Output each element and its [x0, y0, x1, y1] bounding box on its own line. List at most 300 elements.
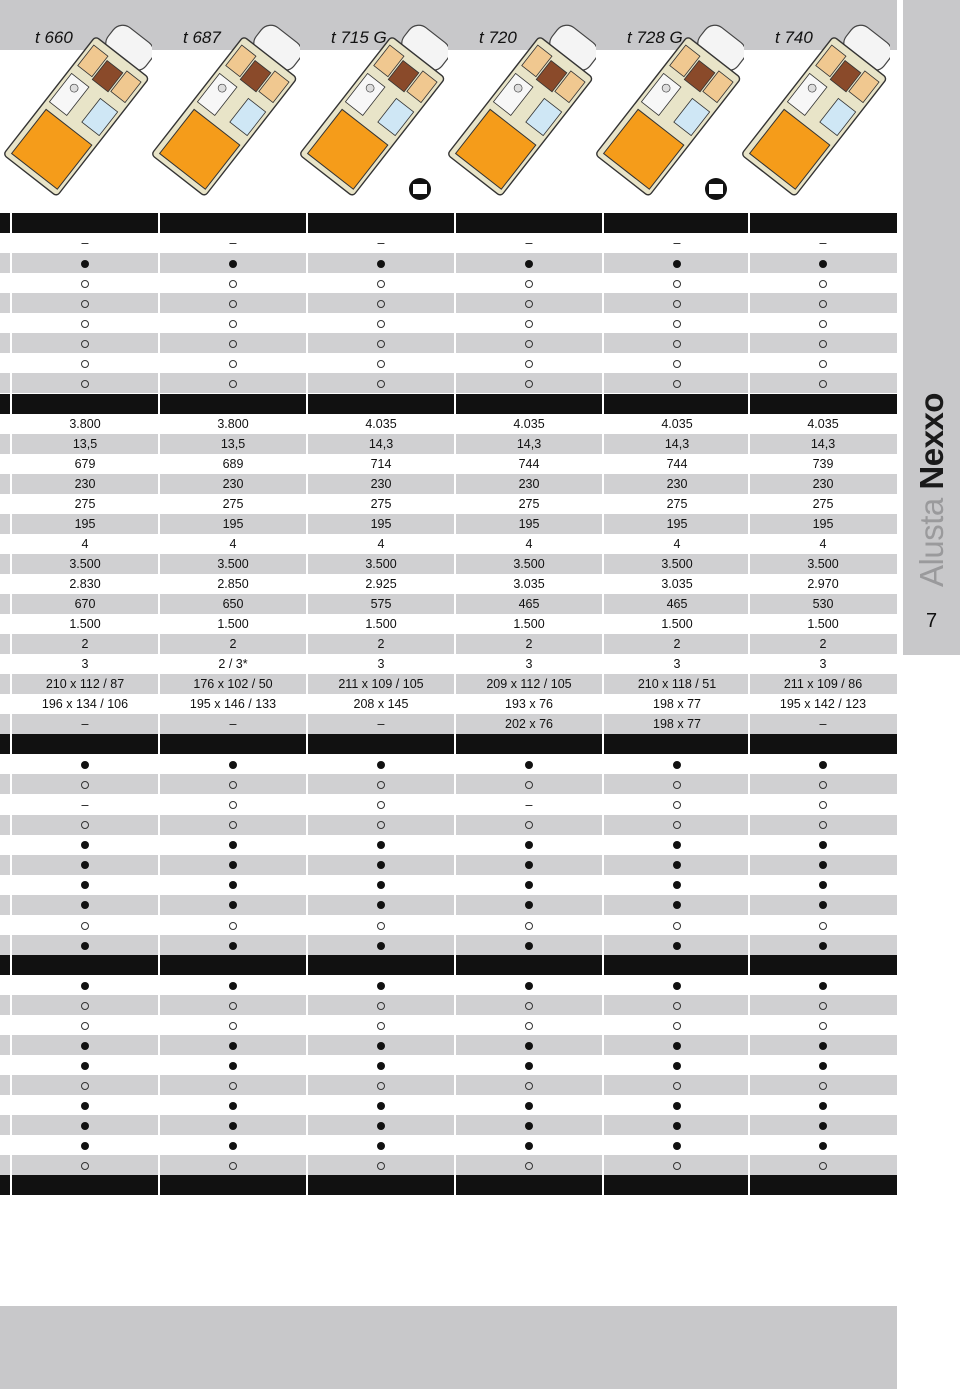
optional-ring-icon	[160, 915, 306, 935]
open-circle-icon	[525, 380, 533, 388]
table-row	[0, 714, 897, 734]
table-cell: 689	[222, 456, 244, 471]
table-row	[0, 1095, 897, 1115]
optional-ring-icon	[456, 1155, 602, 1175]
open-circle-icon	[525, 781, 533, 789]
optional-ring-icon	[12, 774, 158, 794]
standard-dot-icon	[308, 1135, 454, 1155]
optional-ring-icon	[12, 995, 158, 1015]
open-circle-icon	[229, 280, 237, 288]
filled-dot-icon	[673, 1142, 681, 1150]
section-divider	[0, 394, 897, 414]
standard-dot-icon	[12, 855, 158, 875]
filled-dot-icon	[525, 861, 533, 869]
filled-dot-icon	[673, 841, 681, 849]
standard-dot-icon	[750, 1135, 896, 1155]
table-row	[0, 754, 897, 774]
open-circle-icon	[673, 280, 681, 288]
standard-dot-icon	[12, 975, 158, 995]
optional-ring-icon	[750, 373, 896, 393]
standard-dot-icon	[160, 1115, 306, 1135]
standard-dot-icon	[160, 1035, 306, 1055]
table-cell: 198 x 77	[653, 717, 701, 732]
standard-dot-icon	[750, 1115, 896, 1135]
table-cell: 4.035	[807, 416, 839, 431]
filled-dot-icon	[377, 881, 385, 889]
table-row	[0, 293, 897, 313]
table-cell: 4	[229, 536, 237, 551]
table-cell	[308, 394, 454, 414]
filled-dot-icon	[81, 1122, 89, 1130]
standard-dot-icon	[160, 835, 306, 855]
filled-dot-icon	[229, 1122, 237, 1130]
open-circle-icon	[525, 300, 533, 308]
open-circle-icon	[229, 922, 237, 930]
table-cell	[160, 394, 306, 414]
optional-ring-icon	[160, 995, 306, 1015]
table-cell: 3	[377, 657, 385, 672]
table-cell: 2	[819, 637, 827, 651]
table-row	[0, 253, 897, 273]
filled-dot-icon	[673, 1042, 681, 1050]
garage-door-icon	[413, 184, 427, 194]
table-cell: 14,3	[368, 436, 394, 451]
optional-ring-icon	[308, 915, 454, 935]
table-cell	[308, 955, 454, 975]
table-row	[0, 895, 897, 915]
filled-dot-icon	[81, 841, 89, 849]
optional-ring-icon	[750, 353, 896, 373]
table-cell: 14,3	[664, 436, 690, 451]
open-circle-icon	[819, 922, 827, 930]
table-cell	[750, 1175, 896, 1195]
filled-dot-icon	[229, 881, 237, 889]
open-circle-icon	[819, 1162, 827, 1170]
standard-dot-icon	[12, 1035, 158, 1055]
open-circle-icon	[229, 1082, 237, 1090]
table-cell: 2	[377, 637, 385, 651]
table-cell: 210 x 112 / 87	[45, 677, 125, 692]
table-cell: 198 x 77	[653, 697, 701, 712]
table-cell	[308, 734, 454, 754]
table-row	[0, 1135, 897, 1155]
body-outline	[152, 36, 297, 196]
table-cell	[12, 734, 158, 754]
open-circle-icon	[673, 922, 681, 930]
filled-dot-icon	[819, 1062, 827, 1070]
table-cell: –	[525, 236, 533, 251]
optional-ring-icon	[308, 815, 454, 835]
filled-dot-icon	[377, 260, 385, 268]
standard-dot-icon	[456, 1035, 602, 1055]
standard-dot-icon	[456, 935, 602, 955]
filled-dot-icon	[377, 1042, 385, 1050]
filled-dot-icon	[81, 260, 89, 268]
open-circle-icon	[673, 801, 681, 809]
optional-ring-icon	[308, 1015, 454, 1035]
standard-dot-icon	[750, 975, 896, 995]
standard-dot-icon	[750, 1035, 896, 1055]
standard-dot-icon	[456, 1115, 602, 1135]
table-cell: 176 x 102 / 50	[193, 677, 273, 692]
open-circle-icon	[81, 1162, 89, 1170]
table-row	[0, 1075, 897, 1095]
open-circle-icon	[819, 1022, 827, 1030]
table-cell	[750, 955, 896, 975]
filled-dot-icon	[673, 1122, 681, 1130]
open-circle-icon	[229, 300, 237, 308]
standard-dot-icon	[160, 1055, 306, 1075]
table-row	[0, 915, 897, 935]
standard-dot-icon	[160, 1135, 306, 1155]
open-circle-icon	[81, 360, 89, 368]
filled-dot-icon	[377, 841, 385, 849]
table-cell: 193 x 76	[505, 697, 553, 712]
table-cell	[750, 213, 896, 233]
standard-dot-icon	[604, 1035, 750, 1055]
standard-dot-icon	[604, 835, 750, 855]
filled-dot-icon	[819, 861, 827, 869]
filled-dot-icon	[525, 761, 533, 769]
table-row	[0, 233, 897, 253]
table-cell: –	[377, 717, 385, 732]
filled-dot-icon	[525, 1122, 533, 1130]
open-circle-icon	[229, 320, 237, 328]
table-cell: 530	[812, 597, 834, 611]
table-cell: 211 x 109 / 105	[338, 677, 424, 692]
side-label-alusta: Alusta	[912, 498, 950, 587]
open-circle-icon	[81, 922, 89, 930]
table-row	[0, 1115, 897, 1135]
table-cell: –	[377, 236, 385, 251]
filled-dot-icon	[673, 881, 681, 889]
open-circle-icon	[819, 801, 827, 809]
optional-ring-icon	[750, 795, 896, 815]
table-cell: 14,3	[810, 436, 836, 451]
optional-ring-icon	[750, 1075, 896, 1095]
table-row	[0, 1015, 897, 1035]
optional-ring-icon	[456, 1015, 602, 1035]
open-circle-icon	[819, 300, 827, 308]
table-cell	[604, 394, 750, 414]
optional-ring-icon	[12, 1015, 158, 1035]
table-cell: –	[819, 717, 827, 732]
table-row	[0, 835, 897, 855]
open-circle-icon	[229, 1002, 237, 1010]
table-cell: 14,3	[516, 436, 542, 451]
table-cell: 2.850	[217, 576, 249, 591]
optional-ring-icon	[456, 774, 602, 794]
standard-dot-icon	[12, 1115, 158, 1135]
table-cell: 195 x 142 / 123	[779, 697, 867, 712]
table-cell: 3.500	[365, 556, 397, 571]
standard-dot-icon	[750, 754, 896, 774]
body-outline	[300, 36, 445, 196]
optional-ring-icon	[12, 915, 158, 935]
standard-dot-icon	[160, 895, 306, 915]
optional-ring-icon	[160, 333, 306, 353]
open-circle-icon	[229, 1022, 237, 1030]
table-row	[0, 494, 897, 514]
table-cell	[604, 955, 750, 975]
body-outline	[448, 36, 593, 196]
optional-ring-icon	[604, 1075, 750, 1095]
table-row	[0, 935, 897, 955]
open-circle-icon	[525, 922, 533, 930]
standard-dot-icon	[750, 1095, 896, 1115]
standard-dot-icon	[750, 835, 896, 855]
standard-dot-icon	[604, 1135, 750, 1155]
table-cell	[160, 734, 306, 754]
table-cell: –	[819, 236, 827, 251]
standard-dot-icon	[12, 1055, 158, 1075]
optional-ring-icon	[308, 995, 454, 1015]
standard-dot-icon	[604, 754, 750, 774]
standard-dot-icon	[456, 253, 602, 273]
table-cell: 3	[673, 657, 681, 672]
table-cell: 211 x 109 / 86	[783, 677, 863, 692]
table-row	[0, 674, 897, 694]
optional-ring-icon	[160, 373, 306, 393]
table-cell: 275	[666, 496, 688, 511]
open-circle-icon	[525, 1022, 533, 1030]
table-cell: 196 x 134 / 106	[41, 697, 129, 712]
table-cell: 195 x 146 / 133	[189, 697, 277, 712]
standard-dot-icon	[750, 935, 896, 955]
table-cell: 575	[370, 597, 392, 611]
filled-dot-icon	[229, 1042, 237, 1050]
table-row	[0, 534, 897, 554]
filled-dot-icon	[229, 901, 237, 909]
optional-ring-icon	[456, 995, 602, 1015]
optional-ring-icon	[308, 293, 454, 313]
open-circle-icon	[819, 340, 827, 348]
table-cell	[750, 734, 896, 754]
table-cell	[604, 1175, 750, 1195]
optional-ring-icon	[308, 333, 454, 353]
filled-dot-icon	[229, 861, 237, 869]
table-cell: 2	[525, 637, 533, 651]
open-circle-icon	[81, 300, 89, 308]
table-cell: 208 x 145	[353, 697, 409, 712]
section-divider	[0, 1175, 897, 1195]
table-cell	[456, 394, 602, 414]
standard-dot-icon	[604, 875, 750, 895]
standard-dot-icon	[308, 754, 454, 774]
table-cell: 3	[819, 657, 827, 672]
standard-dot-icon	[308, 1055, 454, 1075]
table-cell: 650	[222, 597, 244, 611]
table-cell	[456, 734, 602, 754]
table-cell: 4.035	[365, 416, 397, 431]
optional-ring-icon	[604, 293, 750, 313]
standard-dot-icon	[604, 1115, 750, 1135]
body-outline	[742, 36, 887, 196]
table-row	[0, 975, 897, 995]
floorplan-drawing	[152, 14, 300, 209]
optional-ring-icon	[160, 1015, 306, 1035]
standard-dot-icon	[456, 875, 602, 895]
filled-dot-icon	[673, 1102, 681, 1110]
optional-ring-icon	[750, 293, 896, 313]
open-circle-icon	[377, 821, 385, 829]
table-cell	[12, 213, 158, 233]
filled-dot-icon	[819, 1042, 827, 1050]
side-label-nexxo: Nexxo	[912, 393, 950, 490]
column-separator	[602, 213, 604, 1195]
filled-dot-icon	[81, 1062, 89, 1070]
filled-dot-icon	[81, 1142, 89, 1150]
table-cell: –	[229, 236, 237, 251]
filled-dot-icon	[819, 260, 827, 268]
standard-dot-icon	[308, 875, 454, 895]
table-cell: 1.500	[513, 617, 545, 631]
open-circle-icon	[525, 320, 533, 328]
floorplan-drawing	[4, 14, 152, 209]
open-circle-icon	[377, 801, 385, 809]
optional-ring-icon	[12, 313, 158, 333]
table-cell: –	[525, 797, 533, 812]
optional-ring-icon	[160, 313, 306, 333]
filled-dot-icon	[81, 1102, 89, 1110]
model-name: t 728 G	[627, 28, 683, 47]
standard-dot-icon	[308, 895, 454, 915]
open-circle-icon	[525, 360, 533, 368]
open-circle-icon	[819, 360, 827, 368]
table-cell	[160, 955, 306, 975]
optional-ring-icon	[604, 774, 750, 794]
standard-dot-icon	[160, 754, 306, 774]
optional-ring-icon	[750, 1155, 896, 1175]
optional-ring-icon	[160, 815, 306, 835]
table-cell: 230	[812, 476, 834, 491]
optional-ring-icon	[12, 293, 158, 313]
table-cell	[456, 213, 602, 233]
filled-dot-icon	[377, 1062, 385, 1070]
table-row	[0, 875, 897, 895]
filled-dot-icon	[229, 761, 237, 769]
filled-dot-icon	[525, 1102, 533, 1110]
column-separator	[748, 213, 750, 1195]
open-circle-icon	[377, 781, 385, 789]
table-row	[0, 774, 897, 794]
filled-dot-icon	[81, 881, 89, 889]
filled-dot-icon	[673, 260, 681, 268]
optional-ring-icon	[12, 373, 158, 393]
table-row	[0, 634, 897, 654]
table-cell: 2	[81, 637, 89, 651]
garage-door-icon	[709, 184, 723, 194]
standard-dot-icon	[308, 935, 454, 955]
open-circle-icon	[81, 380, 89, 388]
filled-dot-icon	[229, 260, 237, 268]
table-row	[0, 353, 897, 373]
table-cell: –	[81, 236, 89, 251]
filled-dot-icon	[229, 942, 237, 950]
optional-ring-icon	[456, 815, 602, 835]
table-cell: 3	[81, 657, 89, 672]
table-cell: 3.500	[661, 556, 693, 571]
table-row	[0, 694, 897, 714]
standard-dot-icon	[160, 855, 306, 875]
table-cell: 195	[370, 516, 392, 531]
open-circle-icon	[81, 1082, 89, 1090]
table-cell: 230	[222, 476, 244, 491]
table-cell	[12, 394, 158, 414]
model-name: t 660	[35, 28, 73, 47]
standard-dot-icon	[750, 1055, 896, 1075]
table-row	[0, 574, 897, 594]
open-circle-icon	[81, 1002, 89, 1010]
model-name: t 720	[479, 28, 517, 47]
table-cell: 739	[812, 456, 834, 471]
open-circle-icon	[819, 320, 827, 328]
table-cell: 195	[222, 516, 244, 531]
filled-dot-icon	[525, 841, 533, 849]
table-row	[0, 474, 897, 494]
optional-ring-icon	[750, 774, 896, 794]
optional-ring-icon	[604, 915, 750, 935]
optional-ring-icon	[12, 273, 158, 293]
table-cell: 195	[666, 516, 688, 531]
open-circle-icon	[377, 320, 385, 328]
optional-ring-icon	[604, 333, 750, 353]
optional-ring-icon	[750, 1015, 896, 1035]
open-circle-icon	[673, 1082, 681, 1090]
open-circle-icon	[819, 781, 827, 789]
optional-ring-icon	[456, 915, 602, 935]
optional-ring-icon	[12, 1075, 158, 1095]
optional-ring-icon	[456, 313, 602, 333]
optional-ring-icon	[308, 774, 454, 794]
open-circle-icon	[377, 380, 385, 388]
open-circle-icon	[673, 781, 681, 789]
filled-dot-icon	[819, 1142, 827, 1150]
standard-dot-icon	[12, 875, 158, 895]
optional-ring-icon	[160, 273, 306, 293]
filled-dot-icon	[525, 1042, 533, 1050]
table-cell: 714	[370, 456, 392, 471]
standard-dot-icon	[12, 754, 158, 774]
filled-dot-icon	[673, 942, 681, 950]
table-cell: 195	[74, 516, 96, 531]
filled-dot-icon	[525, 881, 533, 889]
standard-dot-icon	[160, 1095, 306, 1115]
model-name: t 715 G	[331, 28, 387, 47]
table-cell: 13,5	[72, 436, 98, 451]
optional-ring-icon	[160, 774, 306, 794]
optional-ring-icon	[604, 313, 750, 333]
standard-dot-icon	[604, 895, 750, 915]
section-divider	[0, 213, 897, 233]
table-row	[0, 554, 897, 574]
filled-dot-icon	[81, 942, 89, 950]
filled-dot-icon	[525, 1062, 533, 1070]
open-circle-icon	[81, 280, 89, 288]
open-circle-icon	[81, 340, 89, 348]
filled-dot-icon	[81, 861, 89, 869]
table-row	[0, 1155, 897, 1175]
optional-ring-icon	[750, 995, 896, 1015]
table-cell: 465	[518, 597, 540, 611]
open-circle-icon	[377, 360, 385, 368]
open-circle-icon	[673, 1002, 681, 1010]
open-circle-icon	[377, 1002, 385, 1010]
standard-dot-icon	[750, 253, 896, 273]
optional-ring-icon	[12, 353, 158, 373]
column-separator	[454, 213, 456, 1195]
standard-dot-icon	[160, 975, 306, 995]
